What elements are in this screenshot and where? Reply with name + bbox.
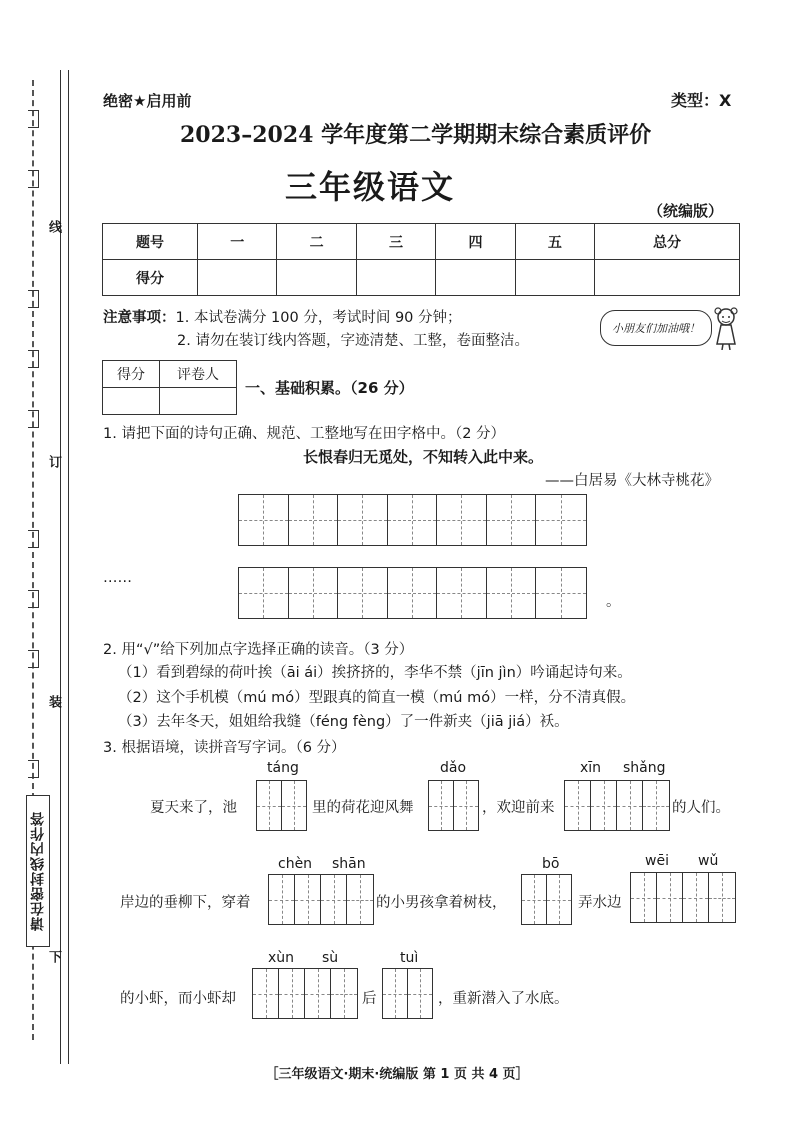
answer-box-xunsu[interactable] (252, 968, 358, 1019)
notice-block (103, 306, 462, 327)
margin-tab (28, 650, 39, 668)
tianzige-cell[interactable] (388, 568, 438, 618)
tianzige-cell[interactable] (239, 495, 289, 545)
answer-box-bo[interactable] (521, 874, 572, 925)
answer-cell[interactable] (617, 781, 643, 830)
margin-tab (28, 590, 39, 608)
q3-line3-mid1: 后 (362, 991, 377, 1007)
confidential-label: 绝密★启用前 (103, 92, 192, 110)
answer-cell[interactable] (282, 781, 307, 830)
answer-box-tui[interactable] (382, 968, 433, 1019)
binding-mark-ding: 订 (46, 455, 61, 468)
q1-prompt: 1. 请把下面的诗句正确、规范、工整地写在田字格中。（2 分） (103, 426, 506, 442)
cheer-bubble: 小朋友们加油哦！ (600, 310, 712, 346)
q3-line2-mid1: 的小男孩拿着树枝， (376, 895, 507, 911)
tianzige-cell[interactable] (338, 495, 388, 545)
answer-cell[interactable] (565, 781, 591, 830)
pinyin-xun: xùn (268, 950, 295, 966)
answer-cell[interactable] (522, 875, 547, 924)
binding-line-inner (68, 70, 69, 1064)
grader-reviewer-label: 评卷人 (160, 361, 237, 388)
tianzige-cell[interactable] (239, 568, 289, 618)
answer-cell[interactable] (383, 969, 408, 1018)
binding-mark-zhuang: 装 (46, 695, 61, 708)
q2-item-2: （2）这个手机模（mú mó）型跟真的简直一模（mú mó）一样，分不清真假。 (118, 690, 636, 706)
q3-line2-mid2: 弄水边 (578, 895, 622, 911)
tianzige-cell[interactable] (536, 495, 586, 545)
q1-period: 。 (606, 594, 621, 610)
pinyin-tui: tuì (400, 950, 419, 966)
tianzige-cell[interactable] (289, 568, 339, 618)
binding-mark-xia: 下 (46, 950, 61, 963)
score-input-cell[interactable] (277, 260, 356, 296)
pinyin-dao: dǎo (440, 760, 467, 776)
score-header-cell: 五 (515, 224, 594, 260)
answer-cell[interactable] (429, 781, 454, 830)
answer-cell[interactable] (408, 969, 433, 1018)
q3-line1-mid2: ，欢迎前来 (482, 800, 555, 816)
notice-item-2: 2. 请勿在装订线内答题，字迹清楚、工整，卷面整洁。 (177, 333, 529, 349)
notice-item-1: 1. 本试卷满分 100 分，考试时间 90 分钟； (175, 310, 462, 326)
q3-line3-post: ，重新潜入了水底。 (438, 991, 569, 1007)
pinyin-shan: shān (332, 856, 366, 872)
pinyin-wei: wēi (645, 853, 669, 869)
pinyin-tang: táng (267, 760, 299, 776)
tianzige-row-1[interactable] (238, 494, 587, 546)
q3-prompt: 3. 根据语境，读拼音写字词。（6 分） (103, 740, 346, 756)
tianzige-cell[interactable] (338, 568, 388, 618)
answer-cell[interactable] (709, 873, 735, 922)
score-input-cell[interactable] (595, 260, 740, 296)
binding-mark-xian: 线 (46, 220, 61, 233)
tianzige-cell[interactable] (437, 568, 487, 618)
margin-tab (28, 350, 39, 368)
score-table (102, 223, 740, 296)
tianzige-cell[interactable] (388, 495, 438, 545)
score-header-cell: 一 (198, 224, 277, 260)
q2-item-3: （3）去年冬天，姐姐给我缝（féng fèng）了一件新夹（jiā jiá）袄。 (118, 714, 569, 730)
pinyin-wu: wǔ (698, 853, 719, 869)
q2-prompt: 2. 用“√”给下列加点字选择正确的读音。（3 分） (103, 642, 414, 658)
notice-label: 注意事项： (103, 310, 176, 326)
exam-title: 2023–2024 学年度第二学期期末综合素质评价 (180, 122, 652, 148)
q3-line3-pre: 的小虾，而小虾却 (120, 991, 236, 1007)
q1-poem: 长恨春归无觅处，不知转入此中来。 (303, 448, 544, 466)
answer-cell[interactable] (643, 781, 669, 830)
edition-label: （统编版） (648, 202, 724, 220)
margin-tab (28, 290, 39, 308)
pinyin-bo: bō (542, 856, 560, 872)
grader-score-cell[interactable] (103, 388, 160, 415)
tianzige-row-2[interactable] (238, 567, 587, 619)
paper-type: 类型：X (671, 91, 732, 110)
answer-cell[interactable] (257, 781, 282, 830)
answer-cell[interactable] (591, 781, 617, 830)
answer-cell[interactable] (269, 875, 295, 924)
tianzige-cell[interactable] (487, 568, 537, 618)
margin-tab (28, 110, 39, 128)
answer-box-xinshang[interactable] (564, 780, 670, 831)
score-input-cell[interactable] (436, 260, 515, 296)
margin-tab (28, 530, 39, 548)
score-input-cell[interactable] (356, 260, 435, 296)
grader-reviewer-cell[interactable] (160, 388, 237, 415)
answer-box-weiwu[interactable] (630, 872, 736, 923)
cartoon-girl-icon (712, 306, 740, 350)
answer-cell[interactable] (321, 875, 347, 924)
margin-tab (28, 760, 39, 778)
score-input-cell[interactable] (515, 260, 594, 296)
score-header-cell: 四 (436, 224, 515, 260)
answer-box-chenshan[interactable] (268, 874, 374, 925)
subject-title: 三年级语文 (285, 168, 456, 206)
pinyin-xin: xīn (580, 760, 602, 776)
seal-line-note: 请在密封线内作答 (26, 795, 50, 947)
answer-cell[interactable] (547, 875, 572, 924)
tianzige-cell[interactable] (289, 495, 339, 545)
answer-cell[interactable] (631, 873, 657, 922)
q3-line1-post: 的人们。 (672, 800, 730, 816)
score-input-cell[interactable] (198, 260, 277, 296)
grader-score-label: 得分 (103, 361, 160, 388)
answer-cell[interactable] (295, 875, 321, 924)
section-1-title: 一、基础积累。（26 分） (245, 379, 414, 397)
q3-line1-mid1: 里的荷花迎风舞 (312, 800, 414, 816)
score-header-cell: 二 (277, 224, 356, 260)
pinyin-shang: shǎng (623, 760, 666, 776)
q3-line2-pre: 岸边的垂柳下，穿着 (120, 895, 251, 911)
tianzige-cell[interactable] (487, 495, 537, 545)
q1-source: ——白居易《大林寺桃花》 (545, 473, 719, 489)
q1-ellipsis: …… (103, 570, 132, 586)
score-row-label: 得分 (103, 260, 198, 296)
q3-line1-pre: 夏天来了，池 (150, 800, 237, 816)
page-footer: ［三年级语文·期末·统编版 第 1 页 共 4 页］ (265, 1067, 529, 1082)
tianzige-cell[interactable] (437, 495, 487, 545)
answer-cell[interactable] (454, 781, 479, 830)
answer-cell[interactable] (279, 969, 305, 1018)
grader-table (102, 360, 237, 415)
answer-cell[interactable] (331, 969, 357, 1018)
tianzige-cell[interactable] (536, 568, 586, 618)
answer-cell[interactable] (657, 873, 683, 922)
margin-tab (28, 170, 39, 188)
answer-box-tang[interactable] (256, 780, 307, 831)
answer-cell[interactable] (253, 969, 279, 1018)
answer-box-dao[interactable] (428, 780, 479, 831)
score-header-cell: 总分 (595, 224, 740, 260)
score-header-cell: 三 (356, 224, 435, 260)
answer-cell[interactable] (347, 875, 373, 924)
q2-item-1: （1）看到碧绿的荷叶挨（āi ái）挨挤挤的，李华不禁（jīn jìn）吟诵起诗句来。 (118, 665, 632, 681)
pinyin-chen: chèn (278, 856, 313, 872)
margin-tab (28, 410, 39, 428)
answer-cell[interactable] (683, 873, 709, 922)
score-header-cell: 题号 (103, 224, 198, 260)
answer-cell[interactable] (305, 969, 331, 1018)
pinyin-su: sù (322, 950, 339, 966)
